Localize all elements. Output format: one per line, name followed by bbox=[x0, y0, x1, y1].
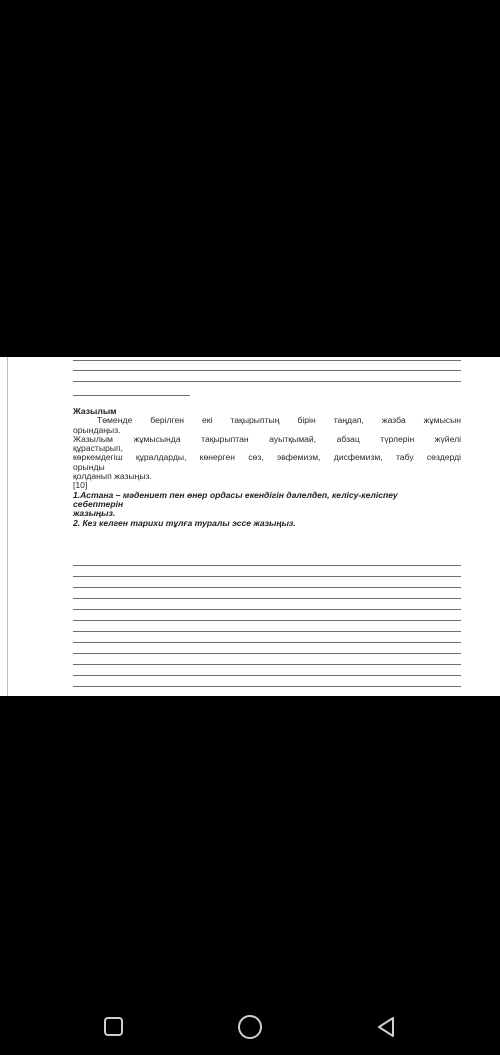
recent-apps-button[interactable] bbox=[99, 1012, 129, 1042]
answer-line bbox=[73, 686, 461, 687]
answer-line bbox=[73, 587, 461, 588]
section-heading: Жазылым bbox=[73, 406, 117, 416]
answer-line bbox=[73, 576, 461, 577]
instruction-line: орынды bbox=[73, 461, 105, 472]
document-page bbox=[0, 357, 500, 696]
answer-line bbox=[73, 381, 461, 382]
instruction-line: Төменде берілген екі тақырыптың бірін таңдап, жазба жұмысын bbox=[97, 415, 461, 426]
answer-line bbox=[73, 631, 461, 632]
instruction-line: қолданып жазыңыз. bbox=[73, 471, 152, 482]
answer-line bbox=[73, 675, 461, 676]
answer-line bbox=[73, 664, 461, 665]
home-button[interactable] bbox=[235, 1012, 265, 1042]
page-edge bbox=[7, 357, 8, 696]
score-label: [10] bbox=[73, 480, 88, 491]
answer-line bbox=[73, 598, 461, 599]
instruction-line: орындаңыз. bbox=[73, 424, 121, 435]
triangle-back-icon bbox=[371, 1012, 401, 1042]
task-text bbox=[73, 407, 461, 528]
navigation-bar bbox=[0, 1000, 500, 1055]
topic-2: 2. Кез келген тарихи тұлға туралы эссе жазыңыз. bbox=[73, 517, 296, 528]
topic-1: себептерін bbox=[73, 498, 124, 509]
answer-line bbox=[73, 370, 461, 371]
answer-line bbox=[73, 620, 461, 621]
topic-1: 1.Астана – мәдениет пен өнер ордасы екендігін дәлелдеп, келісу-келіспеу bbox=[73, 489, 398, 500]
answer-line bbox=[73, 653, 461, 654]
topic-1: жазыңыз. bbox=[73, 508, 116, 519]
back-button[interactable] bbox=[371, 1012, 401, 1042]
instruction-line: Жазылым жұмысында тақырыптан ауытқымай, абзац түрлерін жүйелі bbox=[73, 433, 461, 444]
instruction-line: құрастырып, bbox=[73, 443, 124, 454]
answer-line bbox=[73, 609, 461, 610]
answer-line bbox=[73, 360, 461, 361]
answer-line bbox=[73, 642, 461, 643]
square-icon bbox=[99, 1012, 129, 1042]
circle-icon bbox=[235, 1012, 265, 1042]
answer-line-short bbox=[73, 395, 190, 396]
answer-line bbox=[73, 565, 461, 566]
instruction-line: көркемдегіш құралдарды, көнерген сөз, эвфемизм, дисфемизм, табу сөздерді bbox=[73, 452, 461, 463]
